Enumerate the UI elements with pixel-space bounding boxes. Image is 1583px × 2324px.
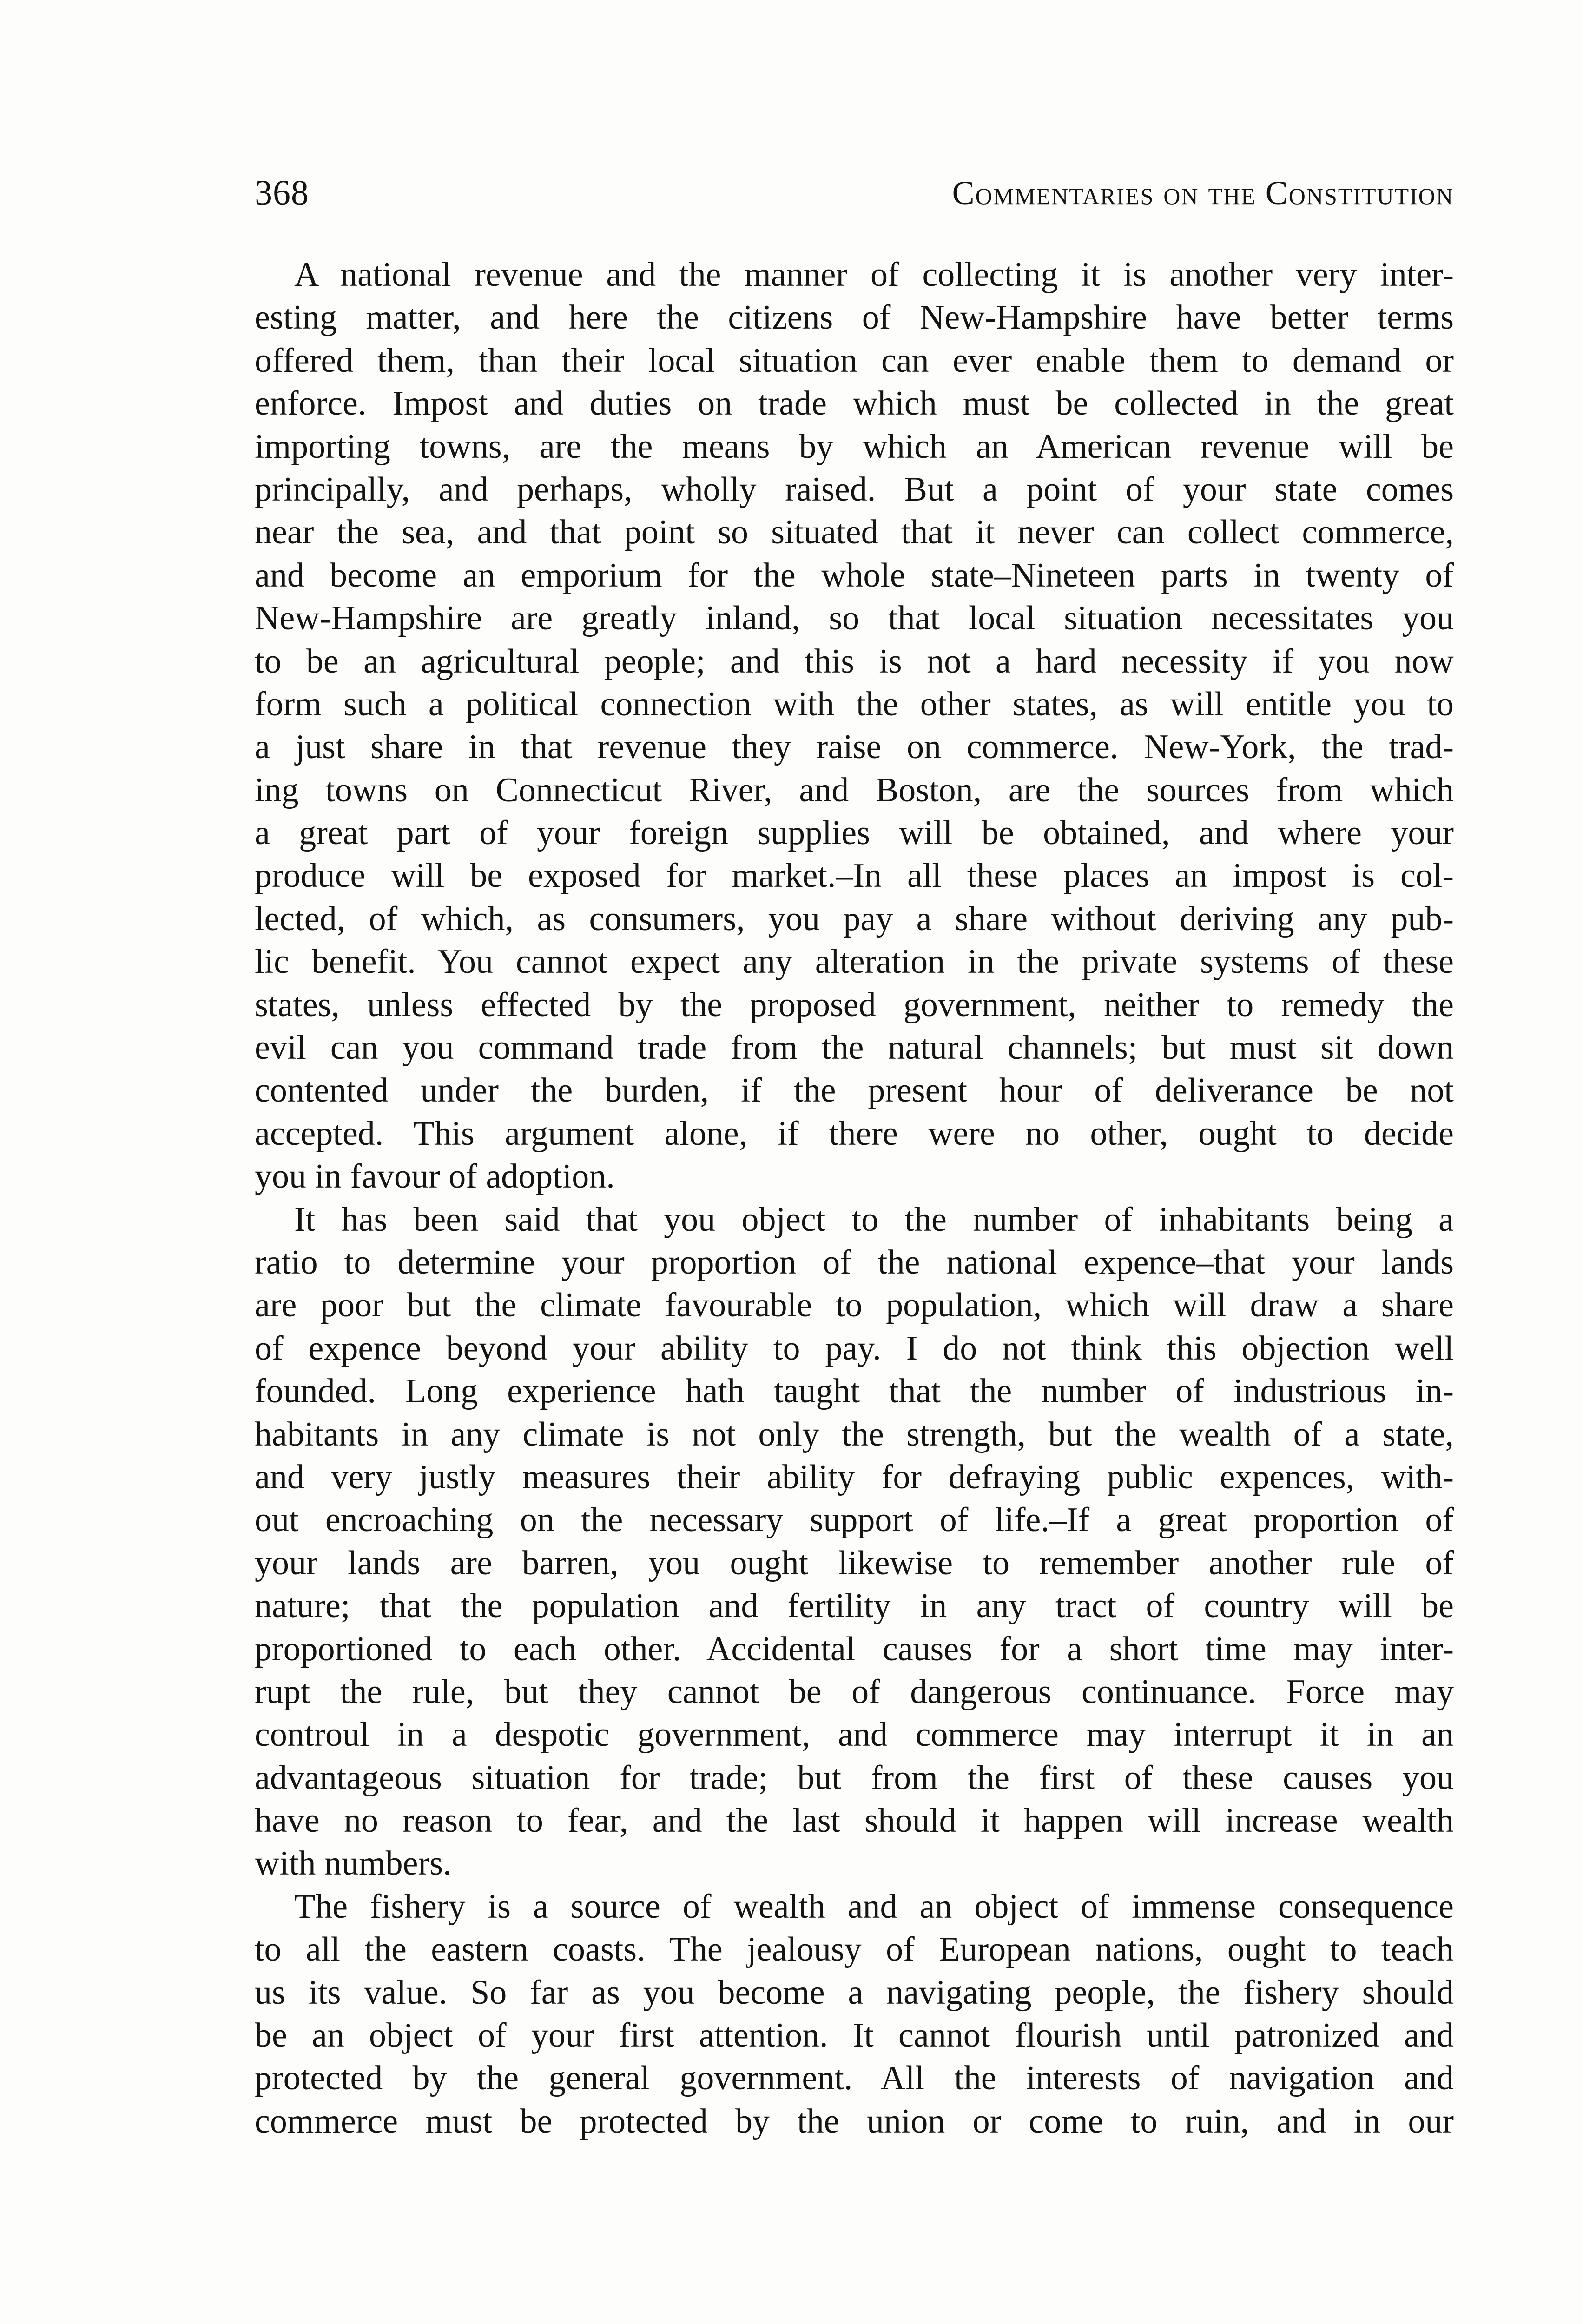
- text-line: your lands are barren, you ought likewise to remember another rule of: [255, 1544, 1454, 1582]
- text-line: ratio to determine your proportion of the national expence–that your lands: [255, 1243, 1454, 1281]
- text-line: with numbers.: [255, 1844, 452, 1883]
- text-line: contented under the burden, if the present hour of deliverance be not: [255, 1071, 1454, 1110]
- text-line: It has been said that you object to the number of inhabitants being a: [294, 1200, 1454, 1239]
- text-line: ing towns on Connecticut River, and Boston, are the sources from which: [255, 771, 1454, 809]
- text-line: near the sea, and that point so situated that it never can collect commerce,: [255, 513, 1454, 552]
- body-text: [255, 253, 1454, 2143]
- text-line: advantageous situation for trade; but from the first of these causes you: [255, 1758, 1454, 1797]
- text-line: to all the eastern coasts. The jealousy of European nations, ought to teach: [255, 1930, 1454, 1969]
- paragraph: [255, 1885, 1454, 2143]
- text-line: us its value. So far as you become a navigating people, the fishery should: [255, 1973, 1454, 2012]
- text-line: habitants in any climate is not only the strength, but the wealth of a state,: [255, 1415, 1454, 1453]
- text-line: New-Hampshire are greatly inland, so that local situation necessitates you: [255, 599, 1454, 638]
- text-line: A national revenue and the manner of collecting it is another very inter-: [294, 256, 1454, 294]
- text-line: lic benefit. You cannot expect any alteration in the private systems of these: [255, 943, 1454, 981]
- text-line: enforce. Impost and duties on trade which must be collected in the great: [255, 384, 1454, 423]
- paragraph: [255, 253, 1454, 1198]
- text-line: to be an agricultural people; and this is not a hard necessity if you now: [255, 642, 1454, 680]
- text-line: have no reason to fear, and the last should it happen will increase wealth: [255, 1802, 1454, 1840]
- text-line: are poor but the climate favourable to population, which will draw a share: [255, 1286, 1454, 1325]
- text-line: form such a political connection with the other states, as will entitle you to: [255, 685, 1454, 723]
- text-line: produce will be exposed for market.–In all these places an impost is col-: [255, 857, 1454, 895]
- text-line: lected, of which, as consumers, you pay a share without deriving any pub-: [255, 899, 1454, 938]
- text-line: accepted. This argument alone, if there were no other, ought to decide: [255, 1114, 1454, 1153]
- text-line: offered them, than their local situation can ever enable them to demand or: [255, 341, 1454, 380]
- text-line: a just share in that revenue they raise on commerce. New-York, the trad-: [255, 728, 1454, 766]
- text-line: be an object of your first attention. It cannot flourish until patronized and: [255, 2016, 1454, 2055]
- text-line: controul in a despotic government, and commerce may interrupt it in an: [255, 1716, 1454, 1754]
- text-line: esting matter, and here the citizens of New-Hampshire have better terms: [255, 298, 1454, 337]
- text-line: principally, and perhaps, wholly raised. But a point of your state comes: [255, 470, 1454, 508]
- page-header: [255, 170, 1454, 221]
- text-line: you in favour of adoption.: [255, 1157, 615, 1196]
- paragraph: [255, 1198, 1454, 1885]
- text-line: a great part of your foreign supplies will be obtained, and where your: [255, 814, 1454, 852]
- text-line: protected by the general government. All the interests of navigation and: [255, 2059, 1454, 2098]
- text-line: founded. Long experience hath taught that the number of industrious in-: [255, 1372, 1454, 1411]
- text-line: and become an emporium for the whole state–Nineteen parts in twenty of: [255, 556, 1454, 594]
- text-line: of expence beyond your ability to pay. I do not think this objection well: [255, 1329, 1454, 1367]
- text-line: commerce must be protected by the union or come to ruin, and in our: [255, 2102, 1454, 2140]
- text-line: nature; that the population and fertility in any tract of country will be: [255, 1587, 1454, 1625]
- text-line: rupt the rule, but they cannot be of dangerous continuance. Force may: [255, 1672, 1454, 1711]
- text-line: evil can you command trade from the natural channels; but must sit down: [255, 1029, 1454, 1067]
- text-line: states, unless effected by the proposed government, neither to remedy the: [255, 985, 1454, 1024]
- page-number: 368: [255, 173, 309, 212]
- text-line: and very justly measures their ability for defraying public expences, with-: [255, 1458, 1454, 1496]
- text-line: importing towns, are the means by which an American revenue will be: [255, 427, 1454, 466]
- text-line: proportioned to each other. Accidental causes for a short time may inter-: [255, 1630, 1454, 1668]
- text-line: The fishery is a source of wealth and an object of immense consequence: [294, 1887, 1454, 1926]
- text-line: out encroaching on the necessary support of life.–If a great proportion of: [255, 1501, 1454, 1539]
- running-head: Commentaries on the Constitution: [952, 174, 1454, 211]
